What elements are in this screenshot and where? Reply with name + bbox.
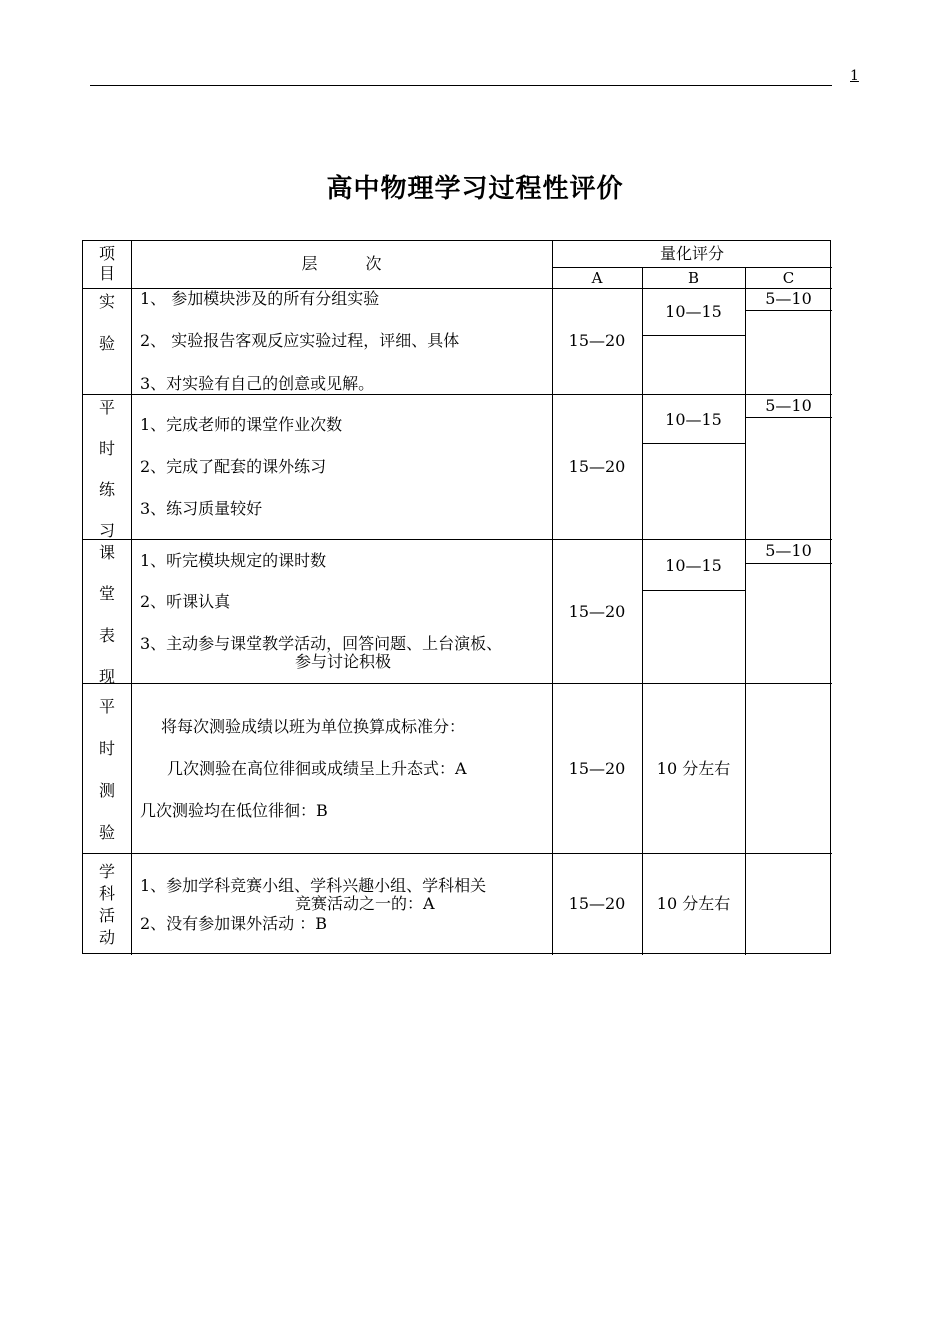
score-c: 5—10 <box>765 541 812 560</box>
category-char: 习 <box>98 521 115 540</box>
header-item-char: 项 <box>98 244 115 263</box>
header-grade-a: A <box>591 269 603 287</box>
header-level: 层 次 <box>301 254 382 273</box>
col-line <box>131 241 132 955</box>
category-char: 动 <box>98 928 115 947</box>
category-char: 平 <box>98 398 115 417</box>
score-a: 15—20 <box>568 602 626 621</box>
header-grade-c: C <box>782 269 795 287</box>
row-item: 1、完成老师的课堂作业次数 <box>140 415 343 434</box>
row-item: 1、参加学科竞赛小组、学科兴趣小组、学科相关 <box>140 876 487 895</box>
category-char: 堂 <box>98 584 115 603</box>
row-item: 1、 参加模块涉及的所有分组实验 <box>140 289 380 308</box>
category-char: 科 <box>98 884 115 903</box>
score-c: 5—10 <box>765 289 812 308</box>
cell-split <box>745 310 832 311</box>
row-item: 将每次测验成绩以班为单位换算成标准分： <box>161 717 466 736</box>
score-a: 15—20 <box>568 331 626 350</box>
col-line <box>745 267 746 955</box>
header-item-char: 目 <box>98 264 115 283</box>
cell-split <box>745 417 832 418</box>
page-number: 1 <box>850 68 859 84</box>
cell-split <box>642 590 745 591</box>
score-b: 10—15 <box>665 410 722 429</box>
row-item: 竞赛活动之一的：A <box>295 894 435 913</box>
category-char: 时 <box>98 739 115 758</box>
col-line <box>642 267 643 955</box>
row-item: 几次测验均在低位徘徊：B <box>140 801 328 820</box>
header-rule <box>90 85 832 86</box>
category-char: 实 <box>98 292 115 311</box>
row-line <box>83 683 832 684</box>
cell-split <box>642 443 745 444</box>
score-b: 10—15 <box>665 556 722 575</box>
category-char: 时 <box>98 439 115 458</box>
category-char: 课 <box>98 543 115 562</box>
page-title: 高中物理学习过程性评价 <box>326 174 624 204</box>
score-b: 10—15 <box>665 302 722 321</box>
category-char: 活 <box>98 906 115 925</box>
cell-split <box>745 563 832 564</box>
category-char: 验 <box>98 823 115 842</box>
header-score: 量化评分 <box>659 244 724 263</box>
category-char: 练 <box>98 480 115 499</box>
score-a: 15—20 <box>568 894 626 913</box>
row-item: 3、练习质量较好 <box>140 499 263 518</box>
category-activity <box>83 861 131 949</box>
row-item: 3、主动参与课堂教学活动，回答问题、上台演板、 <box>140 634 503 653</box>
category-char: 学 <box>98 862 115 881</box>
category-char: 现 <box>98 667 115 686</box>
score-b: 10 分左右 <box>656 894 731 913</box>
row-item: 2、完成了配套的课外练习 <box>140 457 327 476</box>
score-b: 10 分左右 <box>656 759 731 778</box>
row-item: 2、听课认真 <box>140 592 231 611</box>
score-a: 15—20 <box>568 759 626 778</box>
header-item <box>83 244 131 284</box>
row-item: 几次测验在高位徘徊或成绩呈上升态式：A <box>167 759 467 778</box>
category-char: 验 <box>98 334 115 353</box>
score-a: 15—20 <box>568 457 626 476</box>
row-line <box>83 539 832 540</box>
category-char: 平 <box>98 697 115 716</box>
row-line <box>83 394 832 395</box>
row-item: 1、听完模块规定的课时数 <box>140 551 327 570</box>
row-item: 2、 实验报告客观反应实验过程，评细、具体 <box>140 331 460 350</box>
row-line <box>83 853 832 854</box>
row-item: 参与讨论积极 <box>295 652 392 671</box>
category-char: 表 <box>98 626 115 645</box>
cell-split <box>642 335 745 336</box>
header-grade-b: B <box>687 269 700 287</box>
row-item: 2、没有参加课外活动 ：B <box>140 914 328 933</box>
evaluation-table <box>82 240 831 954</box>
score-c: 5—10 <box>765 396 812 415</box>
row-item: 3、对实验有自己的创意或见解。 <box>140 374 375 393</box>
category-char: 测 <box>98 781 115 800</box>
